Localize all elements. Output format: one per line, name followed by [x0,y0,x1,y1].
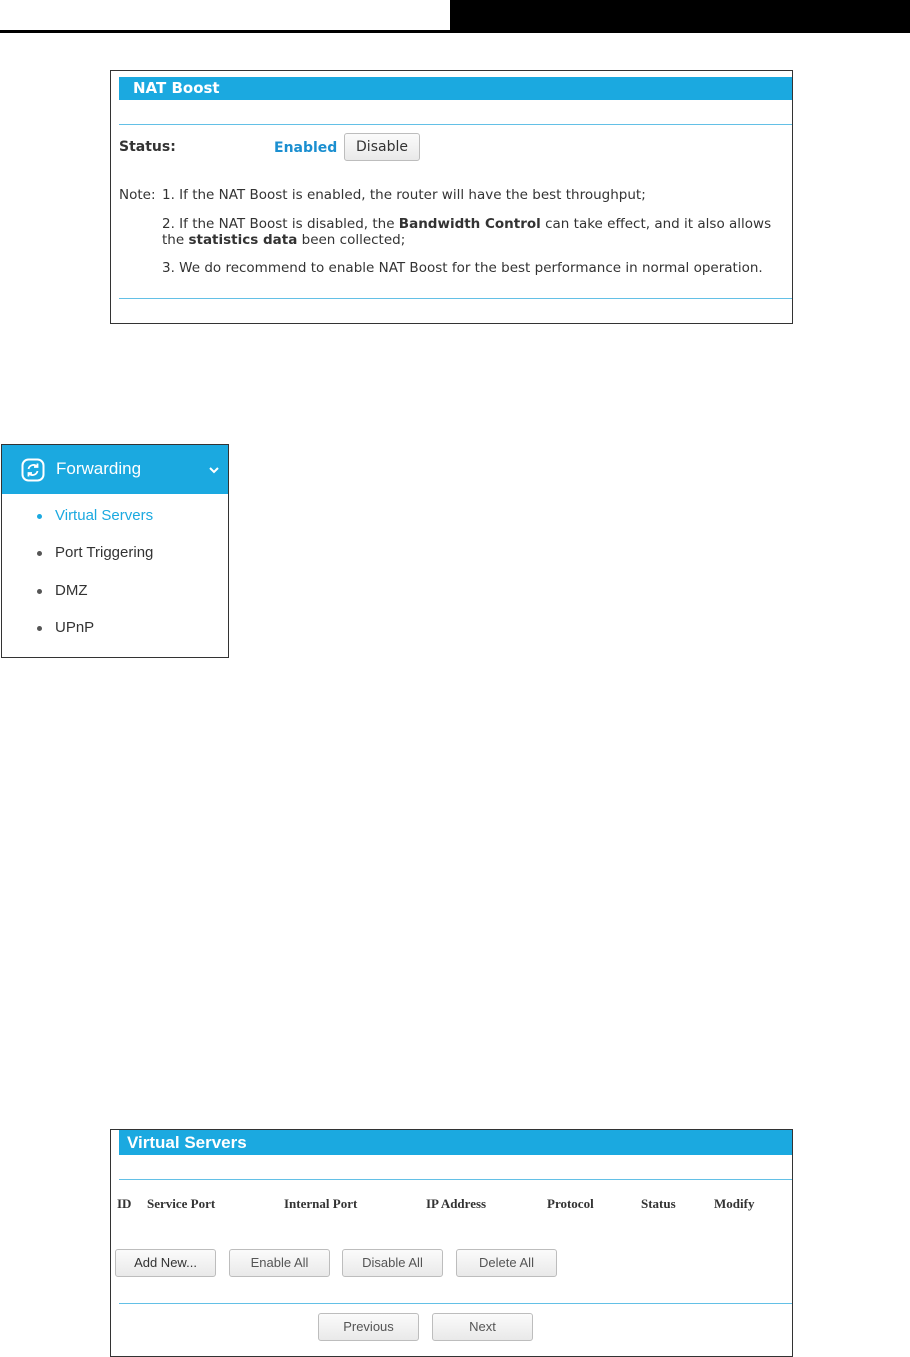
column-header-id: ID [117,1196,132,1211]
note-prefix: Note: [119,187,156,203]
nat-boost-title: NAT Boost [119,77,792,100]
status-value: Enabled [274,140,338,156]
status-label: Status: [119,139,176,155]
note-2-text-d: the [162,232,189,248]
column-header-protocol: Protocol [547,1196,594,1211]
divider [119,1303,792,1304]
sidebar-item-label: DMZ [55,582,88,599]
note-2-text-f: been collected; [297,232,406,248]
sidebar-item-port-triggering[interactable] [2,536,228,573]
note-2-line2 [162,232,405,248]
column-header-service-port: Service Port [147,1196,216,1211]
forwarding-label: Forwarding [56,459,142,478]
previous-button[interactable]: Previous [318,1313,419,1341]
sidebar-item-virtual-servers[interactable] [2,499,228,536]
forwarding-menu [1,444,229,658]
bullet-icon [37,589,42,594]
sidebar-item-dmz[interactable] [2,574,228,611]
divider [119,298,792,299]
virtual-servers-title: Virtual Servers [119,1130,792,1155]
note-2-text-a: 2. If the NAT Boost is disabled, the [162,216,399,232]
next-button[interactable]: Next [432,1313,533,1341]
disable-all-button[interactable]: Disable All [342,1249,443,1277]
sidebar-item-label: Port Triggering [55,544,154,561]
page-header-bar [450,0,910,33]
chevron-down-icon[interactable] [208,464,220,476]
sidebar-item-upnp[interactable] [2,611,228,648]
note-2-text-c: can take effect, and it also allows [540,216,772,232]
divider [119,124,792,125]
note-2-bandwidth-control: Bandwidth Control [398,216,541,232]
virtual-servers-panel [110,1129,793,1357]
note-1: 1. If the NAT Boost is enabled, the router will have the best throughput; [162,187,646,203]
bullet-icon [37,514,42,519]
column-header-internal-port: Internal Port [284,1196,358,1211]
note-3: 3. We do recommend to enable NAT Boost for the best performance in normal operation. [162,260,763,276]
delete-all-button[interactable]: Delete All [456,1249,557,1277]
divider [119,1179,792,1180]
note-2-line1 [162,216,771,232]
disable-button[interactable]: Disable [344,133,420,161]
sidebar-item-label: Virtual Servers [55,507,154,524]
page-header-rule [0,30,450,33]
bullet-icon [37,626,42,631]
column-header-modify: Modify [714,1196,755,1211]
nat-boost-panel [110,70,793,324]
add-new-button[interactable]: Add New... [115,1249,216,1277]
enable-all-button[interactable]: Enable All [229,1249,330,1277]
sidebar-item-label: UPnP [55,619,95,636]
bullet-icon [37,551,42,556]
column-header-status: Status [641,1196,676,1211]
note-2-statistics-data: statistics data [188,232,298,248]
column-header-ip-address: IP Address [426,1196,487,1211]
forwarding-menu-header[interactable] [2,445,228,494]
refresh-circle-icon [21,458,45,482]
